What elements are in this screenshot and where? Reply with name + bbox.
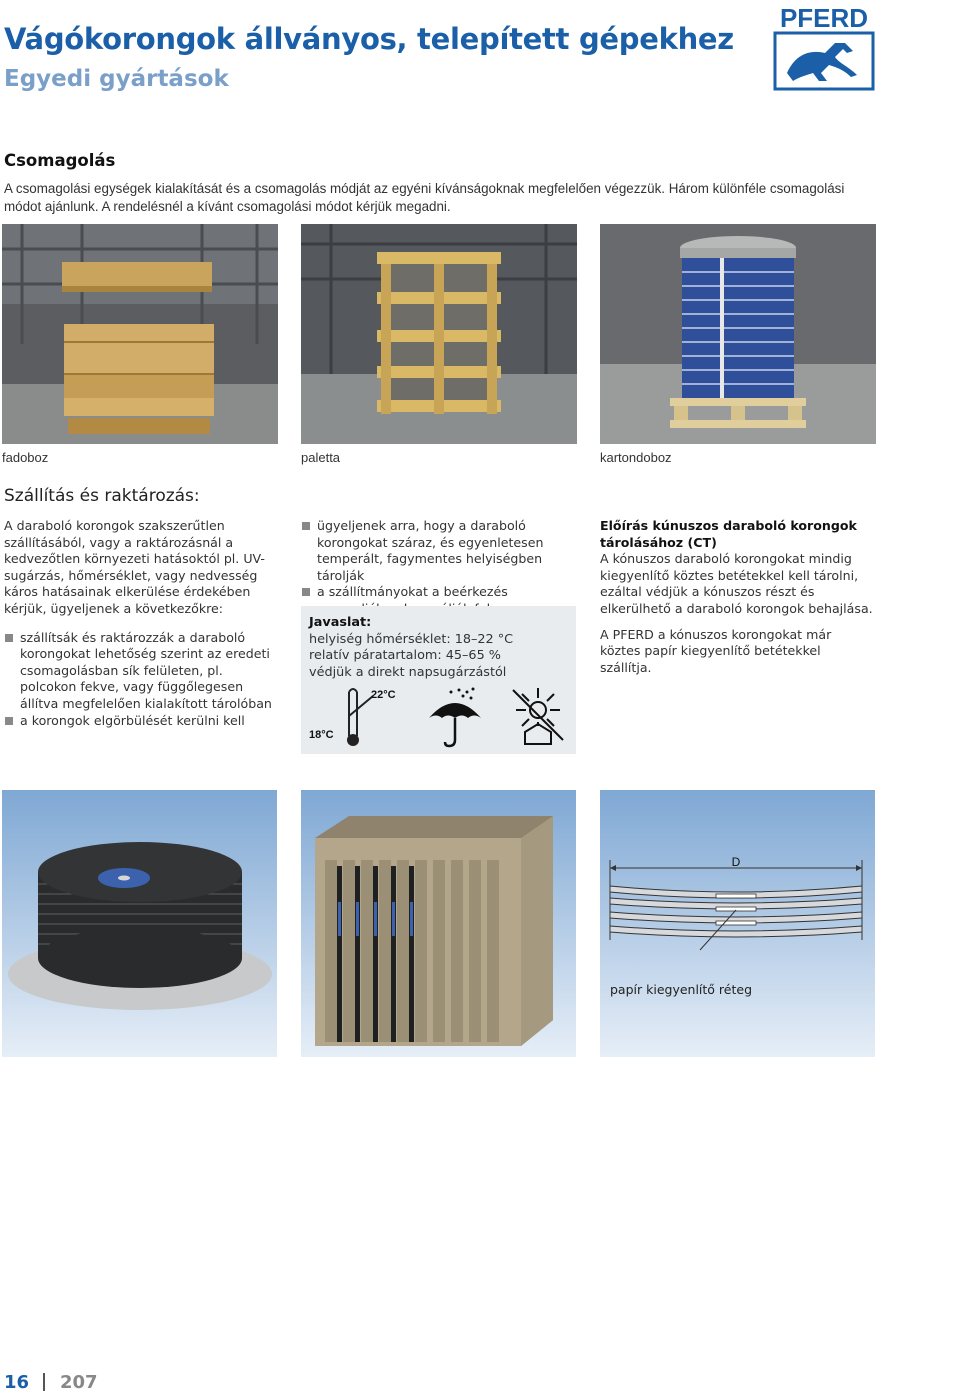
recommendation-title: Javaslat:: [309, 615, 372, 630]
caption-carton: kartondoboz: [600, 450, 672, 465]
photo-wooden-box: [2, 224, 278, 444]
caption-pallet: paletta: [301, 450, 341, 465]
image-conical-discs-diagram: [600, 790, 875, 1057]
paper-layer-label: papír kiegyenlítő réteg: [610, 982, 753, 997]
photo-carton: [600, 224, 876, 444]
storage-column-1: [4, 518, 278, 729]
packaging-heading: Csomagolás: [4, 151, 116, 170]
image-disc-stack: [2, 790, 277, 1057]
page-title: Vágókorongok állványos, telepített gépekhez: [4, 22, 734, 56]
umbrella-icon: [425, 686, 485, 748]
storage-column-3: [600, 518, 875, 676]
bullet-square-icon: [5, 634, 13, 642]
logo-wordmark: PFERD: [779, 3, 869, 33]
thermometer-icon: [309, 686, 409, 748]
sun-protection-icon: [507, 686, 569, 748]
temp-low-label: 18°C: [309, 729, 334, 741]
image-vertical-rack: [301, 790, 576, 1057]
photo-pallet: [301, 224, 577, 444]
ct-storage-note: A PFERD a kónuszos korongokat már köztes papír kiegyenlítő betétekkel szállítja.: [600, 626, 832, 675]
recommendation-line: helyiség hőmérséklet: 18–22 °C: [309, 631, 514, 647]
ct-storage-title: Előírás kúnuszos daraboló korongok tárolásához (CT): [600, 518, 857, 550]
pferd-logo: [773, 3, 875, 91]
recommendation-line: védjük a direkt napsugárzástól: [309, 664, 507, 680]
recommendation-line: relatív páratartalom: 45–65 %: [309, 648, 501, 664]
packaging-intro: A csomagolási egységek kialakítását és a csomagolás módját az egyéni kívánságoknak megfelelően végezzük. Három különféle csomagolási módot ajánlunk. A rendelésnél a kívánt csomagolási módot kérjük megadni.: [4, 181, 845, 214]
temp-high-label: 22°C: [371, 689, 396, 701]
bullet-square-icon: [5, 717, 13, 725]
recommendation-box: [301, 606, 576, 754]
dimension-d-label: D: [731, 855, 741, 869]
page-separator: [43, 1373, 45, 1391]
list-item: a korongok elgörbülését kerülni kell: [4, 713, 278, 730]
bullet-square-icon: [302, 588, 310, 596]
caption-wooden-box: fadoboz: [2, 450, 49, 465]
storage-intro: A daraboló korongok szakszerűtlen szállításából, vagy a raktározásnál a kedvezőtlen környezeti hatásoktól pl. UV-sugárzás, hőmérséklet, vagy nedvesség káros hatásainak elkerülése érdekében kérjük, ügyeljenek a következőkre:: [4, 518, 265, 616]
page-number: 16: [4, 1372, 30, 1393]
page-number-secondary: 207: [60, 1372, 98, 1393]
page-subtitle: Egyedi gyártások: [4, 66, 229, 92]
list-item: ügyeljenek arra, hogy a daraboló korongokat száraz, és egyenletesen temperált, fagymentes helyiségben tárolják: [301, 518, 576, 584]
list-item: szállítsák és raktározzák a daraboló korongokat lehetőség szerint az eredeti csomagolásban sík felületen, pl. polcokon fekve, vagy függőlegesen állítva megfelelően kialakított tárolóban: [4, 630, 278, 713]
list-item: a szállítmányokat a beérkezés: [301, 584, 576, 617]
ct-storage-text: A kónuszos daraboló korongokat mindig kiegyenlítő köztes betétekkel kell tárolni, ezáltal védjük a kónuszos részt és elkerülhető a daraboló korongok behajlása.: [600, 551, 873, 616]
storage-column-2: [301, 518, 576, 618]
bullet-square-icon: [302, 522, 310, 530]
storage-heading: Szállítás és raktározás:: [4, 486, 200, 506]
